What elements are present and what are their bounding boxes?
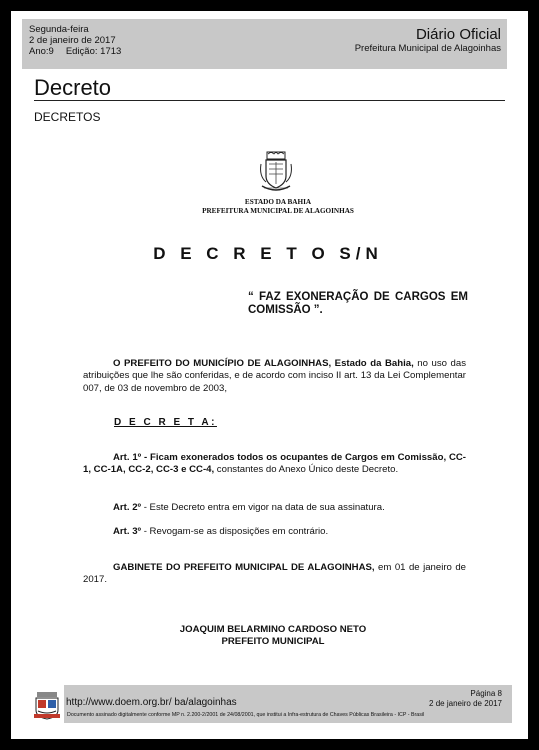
signer-name: JOAQUIM BELARMINO CARDOSO NETO — [179, 624, 367, 635]
header-date: 2 de janeiro de 2017 — [29, 35, 116, 46]
article-1-bold: Art. 1º - Ficam exonerados todos os ocupantes de Cargos em Comissão, CC-1, CC-1A, CC-2, CC-3 e CC-4, — [83, 452, 466, 476]
header-masthead — [355, 26, 501, 55]
preamble-bold: O PREFEITO DO MUNICÍPIO DE ALAGOINHAS, Estado da Bahia, — [113, 358, 414, 369]
gabinete-text: em 01 de janeiro de 2017. — [83, 562, 466, 586]
decreta-heading: D E C R E T A: — [114, 417, 217, 428]
header-day: Segunda-feira — [29, 24, 89, 35]
header-edition-row — [29, 46, 133, 57]
header-title: Diário Oficial — [415, 26, 501, 43]
issuer-prefecture: PREFEITURA MUNICIPAL DE ALAGOINHAS — [202, 207, 354, 215]
preamble-text: no uso das atribuições que lhe são conferidas, e de acordo com inciso II art. 13 da Lei Complementar 007, de 03 de novembro de 2003, — [83, 358, 466, 394]
article-1-text: constantes do Anexo Único deste Decreto. — [214, 464, 399, 476]
article-1 — [83, 452, 466, 477]
header-bar — [22, 19, 507, 69]
decree-preamble — [83, 358, 466, 395]
header-ano: Ano:9 — [29, 46, 54, 57]
section-title: Decreto — [34, 75, 112, 100]
issuer-heading — [78, 198, 478, 216]
footer-date: 2 de janeiro de 2017 — [429, 699, 502, 708]
gabinete-bold: GABINETE DO PREFEITO MUNICIPAL DE ALAGOINHAS, — [113, 562, 375, 573]
municipal-crest-icon — [258, 150, 294, 194]
footer-page-info — [429, 689, 502, 709]
article-2-text: - Este Decreto entra em vigor na data de sua assinatura. — [141, 502, 385, 513]
footer-url[interactable]: http://www.doem.org.br/ ba/alagoinhas — [66, 697, 237, 708]
decree-document — [78, 140, 478, 647]
footer-legal: Documento assinado digitalmente conforme MP n. 2.200-2/2001 de 24/08/2001, que institui a Infra-estrutura de Chaves Públicas Brasileira - ICP - Brasil — [67, 712, 425, 718]
prefecture-logo-icon — [33, 690, 61, 720]
header-edicao: Edição: 1713 — [65, 46, 122, 57]
gabinete-line — [83, 562, 466, 587]
decree-title: D E C R E T O S/N — [153, 244, 383, 263]
footer-page: Página 8 — [470, 689, 502, 698]
footer-bar — [64, 685, 512, 723]
subsection-title: DECRETOS — [34, 110, 101, 124]
issuer-state: ESTADO DA BAHIA — [244, 198, 312, 206]
article-3 — [83, 526, 466, 538]
header-info — [29, 24, 133, 57]
article-3-bold: Art. 3º — [113, 526, 142, 537]
signer-role: PREFEITO MUNICIPAL — [221, 636, 325, 647]
decree-summary: “ FAZ EXONERAÇÃO DE CARGOS EM COMISSÃO ”. — [248, 291, 468, 316]
article-2 — [83, 502, 466, 514]
section-divider — [34, 100, 505, 101]
article-2-bold: Art. 2º — [113, 502, 142, 513]
header-subtitle: Prefeitura Municipal de Alagoinhas — [354, 43, 501, 54]
article-3-text: - Revogam-se as disposições em contrário. — [141, 526, 329, 537]
